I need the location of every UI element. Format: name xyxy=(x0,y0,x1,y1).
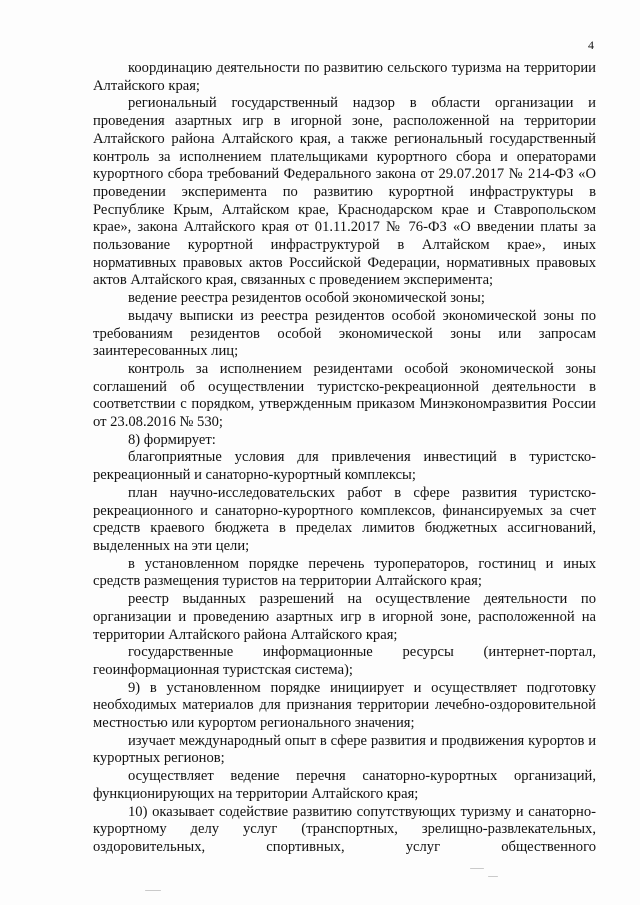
scan-mark xyxy=(145,890,161,891)
paragraph-sanatorium-list: осуществляет ведение перечня санаторно-курортных организаций, функционирующих на территории Алтайского края; xyxy=(93,768,596,802)
paragraph-resident-control: контроль за исполнением резидентами особой экономической зоны соглашений об осуществлении туристско-рекреационной деятельности в соответствии с порядком, утвержденным приказом Минэкономразвития России от 23.08.2016 № 530; xyxy=(93,360,596,431)
paragraph-investment-conditions: благоприятные условия для привлечения инвестиций в туристско-рекреационный и санаторно-курортный комплексы; xyxy=(93,449,596,484)
paragraph-gambling-supervision: региональный государственный надзор в области организации и проведения азартных игр в игорной зоне, расположенной на территории Алтайского района Алтайского края, а также региональный государственный контроль за исполнением плательщиками курортного сбора и операторами курортного сбора требований Федерального закона от 29.07.2017 № 214-ФЗ «О проведении эксперимента по развитию курортной инфраструктуры в Республике Крым, Алтайском крае, Краснодарском крае и Ставропольском крае», закона Алтайского края от 01.11.2017 № 76-ФЗ «О введении платы за пользование курортной инфраструктурой в Алтайском крае», иных нормативных правовых актов Российской Федерации, нормативных правовых актов Алтайского края, связанных с проведением эксперимента; xyxy=(93,95,596,289)
paragraph-research-plan: план научно-исследовательских работ в сфере развития туристско-рекреационного и санаторно-курортного комплексов, финансируемых за счет средств краевого бюджета в пределах лимитов бюджетных ассигнований, выделенных на эти цели; xyxy=(93,484,596,554)
paragraph-resident-registry: ведение реестра резидентов особой экономической зоны; xyxy=(128,290,485,307)
paragraph-item-9-resort-status: 9) в установленном порядке инициирует и осуществляет подготовку необходимых материалов для признания территории лечебно-оздоровительной местностью или курортом регионального значения; xyxy=(93,679,596,732)
paragraph-item-8-heading: 8) формирует: xyxy=(128,431,216,448)
paragraph-rural-tourism: координацию деятельности по развитию сельского туризма на территории Алтайского края; xyxy=(93,60,596,94)
paragraph-item-10-related-services: 10) оказывает содействие развитию сопутствующих туризму и санаторно-курортному делу услуг (транспортных, зрелищно-развлекательных, оздоровительных, спортивных, услуг общественного xyxy=(93,803,596,855)
scan-mark xyxy=(470,868,484,869)
page-number: 4 xyxy=(588,38,594,52)
paragraph-information-resources: государственные информационные ресурсы (интернет-портал, геоинформационная туристская система); xyxy=(93,644,596,678)
document-body xyxy=(93,60,596,857)
scan-mark xyxy=(488,876,498,877)
paragraph-registry-extract: выдачу выписки из реестра резидентов особой экономической зоны по требованиям резидентов особой экономической зоны или запросам заинтересованных лиц; xyxy=(93,307,596,360)
paragraph-tour-operator-list: в установленном порядке перечень туроператоров, гостиниц и иных средств размещения туристов на территории Алтайского края; xyxy=(93,555,596,590)
paragraph-international-experience: изучает международный опыт в сфере развития и продвижения курортов и курортных регионов; xyxy=(93,732,596,767)
paragraph-permit-registry: реестр выданных разрешений на осуществление деятельности по организации и проведению азартных игр в игорной зоне, расположенной на территории Алтайского района Алтайского края; xyxy=(93,591,596,643)
